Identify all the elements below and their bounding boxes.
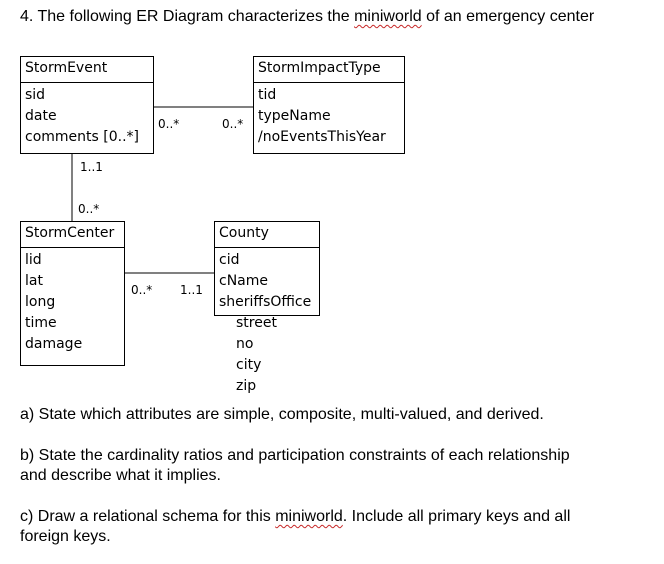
question-c-misspelled-word: miniworld (275, 508, 343, 525)
question-b-line2: and describe what it implies. (20, 467, 221, 484)
question-c-text: c) Draw a relational schema for this (20, 508, 276, 525)
attribute: sid (25, 87, 46, 103)
attribute: typeName (258, 108, 331, 124)
entity-storm-event (20, 56, 154, 154)
entity-name: County (215, 222, 319, 248)
question-c (20, 507, 570, 547)
cardinality-label: 1..1 (180, 283, 203, 297)
heading-text-end: of an emergency center (421, 8, 595, 25)
attribute: long (25, 294, 56, 310)
attribute: cid (219, 252, 240, 268)
cardinality-label: 0..* (131, 283, 153, 297)
attribute: cName (219, 273, 268, 289)
attribute-list (215, 248, 319, 315)
question-c-line2: foreign keys. (20, 528, 111, 545)
attribute: /noEventsThisYear (258, 129, 386, 145)
attribute: lid (25, 252, 42, 268)
entity-name: StormCenter (21, 222, 124, 248)
attribute: lat (25, 273, 43, 289)
attribute: date (25, 108, 57, 124)
composite-part: street (236, 315, 277, 331)
attribute-list (254, 83, 404, 150)
attribute: comments [0..*] (25, 129, 139, 145)
heading-misspelled-word: miniworld (354, 8, 422, 25)
composite-part: zip (236, 378, 257, 394)
attribute: sheriffsOffice (219, 294, 312, 310)
attribute-list (21, 248, 124, 357)
question-b (20, 446, 570, 486)
heading-text: 4. The following ER Diagram characterizes the (20, 8, 355, 25)
entity-county (214, 221, 320, 316)
question-c-text-end: . Include all primary keys and all (342, 508, 571, 525)
cardinality-label: 0..* (78, 202, 100, 216)
entity-name: StormImpactType (254, 57, 404, 83)
cardinality-label: 1..1 (80, 160, 103, 174)
entity-storm-impact-type (253, 56, 405, 154)
composite-part: city (236, 357, 262, 373)
attribute: damage (25, 336, 83, 352)
question-c-line1 (20, 507, 570, 527)
attribute-list (21, 83, 153, 150)
entity-name: StormEvent (21, 57, 153, 83)
composite-part: no (236, 336, 254, 352)
attribute: time (25, 315, 57, 331)
question-b-line1: b) State the cardinality ratios and participation constraints of each relationship (20, 447, 570, 464)
county-composite-parts (218, 313, 277, 397)
entity-storm-center (20, 221, 125, 366)
cardinality-label: 0..* (158, 117, 180, 131)
cardinality-label: 0..* (222, 117, 244, 131)
attribute: tid (258, 87, 277, 103)
question-a: a) State which attributes are simple, composite, multi-valued, and derived. (20, 406, 544, 423)
